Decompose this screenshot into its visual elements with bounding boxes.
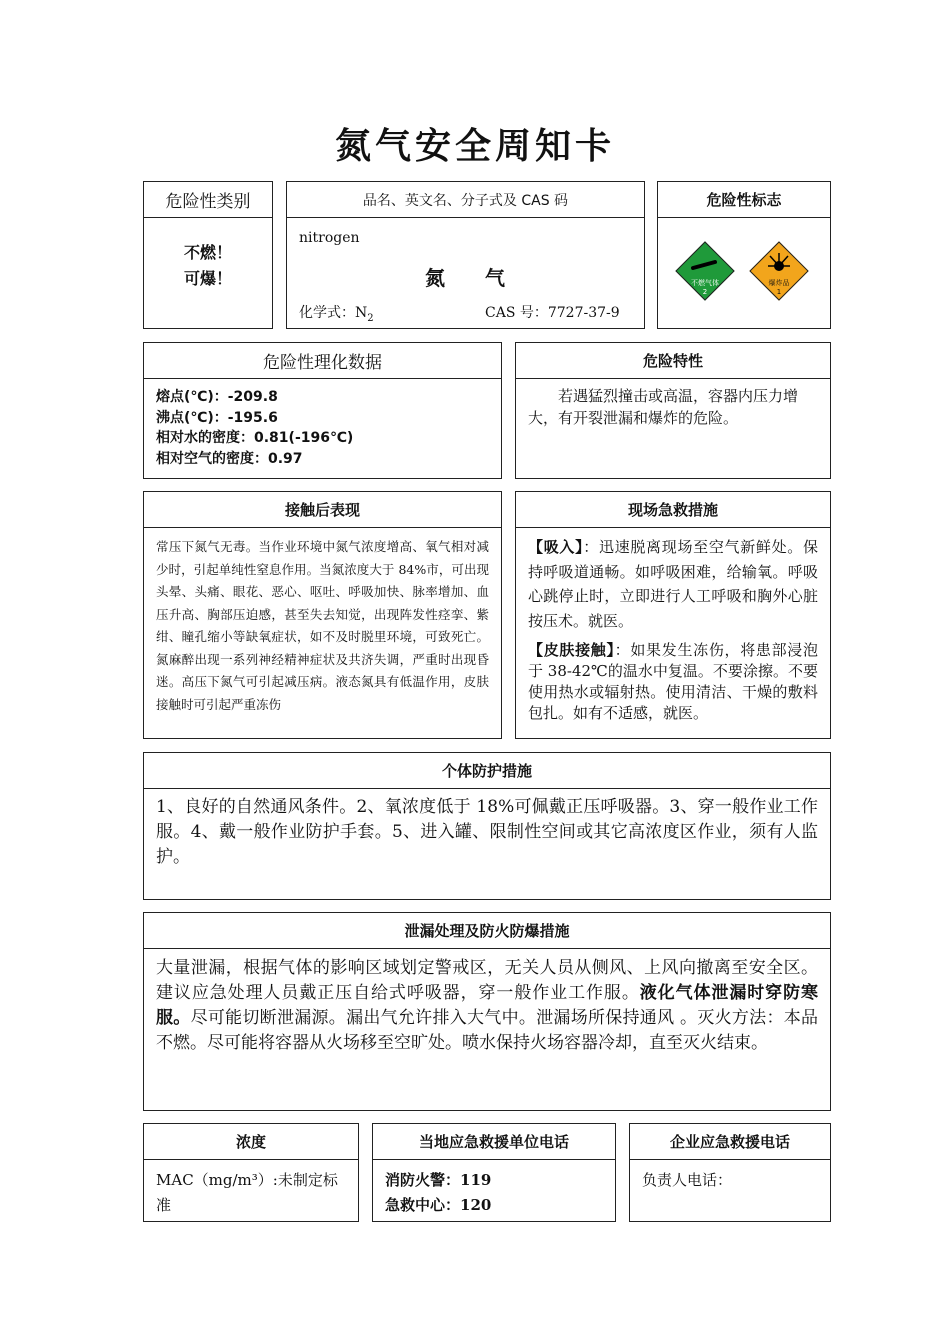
formula-label: 化学式：N (299, 305, 368, 321)
concentration-header: 浓度 (144, 1124, 358, 1160)
product-info-box (286, 181, 645, 329)
cas-number: CAS 号：7727-37-9 (485, 305, 620, 321)
local-emergency-phone-box (372, 1123, 616, 1222)
leak-text-bold: 液化气体泄漏时穿防寒服。 (156, 983, 818, 1028)
hazard-properties-header: 危险特性 (516, 343, 830, 379)
skin-contact-label: 【皮肤接触】 (528, 641, 615, 659)
leak-text-1: 大量泄漏，根据气体的影响区域划定警戒区，无关人员从侧风、上风向撤离至安全区。建议应急处理人员戴正压自给式呼吸器，穿一般作业工作服。 (156, 958, 818, 1003)
local-emergency-header: 当地应急救援单位电话 (373, 1124, 615, 1160)
english-name: nitrogen (299, 230, 360, 246)
first-aid-header: 现场急救措施 (516, 492, 830, 528)
nonflammable-gas-sign-icon: 不燃气体 2 (676, 242, 734, 300)
ppe-header: 个体防护措施 (144, 753, 830, 789)
ppe-text: 1、良好的自然通风条件。2、氧浓度低于 18%可佩戴正压呼吸器。3、穿一般作业工作服。4、戴一般作业防护手套。5、进入罐、限制性空间或其它高浓度区作业，须有人监护。 (156, 797, 818, 867)
ppe-box (143, 752, 831, 900)
skin-contact-text: ：如果发生冻伤，将患部浸泡于 38-42℃的温水中复温。不要涂擦。不要使用热水或辐射热。使用清洁、干燥的敷料包扎。如有不适感，就医。 (528, 641, 818, 722)
inhale-label: 【吸入】 (528, 538, 584, 556)
company-emergency-header: 企业应急救援电话 (630, 1124, 830, 1160)
first-aid-box (515, 491, 831, 739)
chemical-formula (299, 302, 374, 324)
hazard-sign-header: 危险性标志 (658, 182, 830, 218)
inhale-text: ：迅速脱离现场至空气新鲜处。保持呼吸道通畅。如呼吸困难，给输氧。呼吸心跳停止时，立即进行人工呼吸和胸外心脏按压术。就医。 (528, 538, 818, 630)
leak-handling-header: 泄漏处理及防火防爆措施 (144, 913, 830, 949)
hazard-category-line: 可爆！ (183, 269, 232, 288)
page-title: 氮气安全周知卡 (334, 125, 615, 167)
leak-handling-box (143, 912, 831, 1111)
product-info-header: 品名、英文名、分子式及 CAS 码 (287, 182, 644, 218)
hazard-category-box (143, 181, 273, 329)
concentration-box (143, 1123, 359, 1222)
hazard-properties-text: 若遇猛烈撞击或高温，容器内压力增大，有开裂泄漏和爆炸的危险。 (528, 387, 799, 427)
hazard-sign-box (657, 181, 831, 329)
chinese-name: 氮 气 (425, 266, 505, 290)
hazard-category-header: 危险性类别 (144, 182, 272, 218)
formula-subscript: 2 (367, 312, 374, 324)
relative-density-water: 相对水的密度：0.81(-196℃) (156, 430, 354, 446)
hazard-category-line: 不燃！ (183, 243, 232, 262)
exposure-text: 常压下氮气无毒。当作业环境中氮气浓度增高、氧气相对减少时，引起单纯性窒息作用。当氮浓度大于 84%市，可出现头晕、头痛、眼花、恶心、呕吐、呼吸加快、脉率增加、血压升高、胸部压迫感，甚至失去知觉，出现阵发性痉挛、紫绀、瞳孔缩小等缺氧症状，如不及时脱里环境，可致死亡。氮麻醉出现一系列神经精神症状及共济失调，严重时出现昏迷。高压下氮气可引起减压病。液态氮具有低温作用，皮肤接触时可引起严重冻伤 (156, 539, 489, 712)
boiling-point: 沸点(℃)：-195.6 (156, 409, 278, 426)
leak-text-2: 尽可能切断泄漏源。漏出气允许排入大气中。泄漏场所保持通风 。灭火方法：本品不燃。尽可能将容器从火场移至空旷处。喷水保持火场容器冷却，直至灭火结束。 (156, 1008, 819, 1053)
ambulance-phone: 急救中心：120 (385, 1196, 492, 1214)
physchem-header: 危险性理化数据 (144, 343, 501, 379)
concentration-text: MAC（mg/m³）:未制定标准 (156, 1171, 338, 1214)
relative-density-air: 相对空气的密度：0.97 (156, 450, 303, 467)
exposure-header: 接触后表现 (144, 492, 501, 528)
fire-alarm-phone: 消防火警：119 (385, 1171, 492, 1189)
melting-point: 熔点(℃)：-209.8 (156, 389, 278, 405)
responsible-person-phone: 负责人电话： (642, 1171, 733, 1189)
hazard-properties-box (515, 342, 831, 479)
company-emergency-phone-box (629, 1123, 831, 1222)
exposure-box (143, 491, 502, 739)
physchem-data-box (143, 342, 502, 479)
explosive-sign-icon: 爆炸品 1 (750, 242, 808, 300)
